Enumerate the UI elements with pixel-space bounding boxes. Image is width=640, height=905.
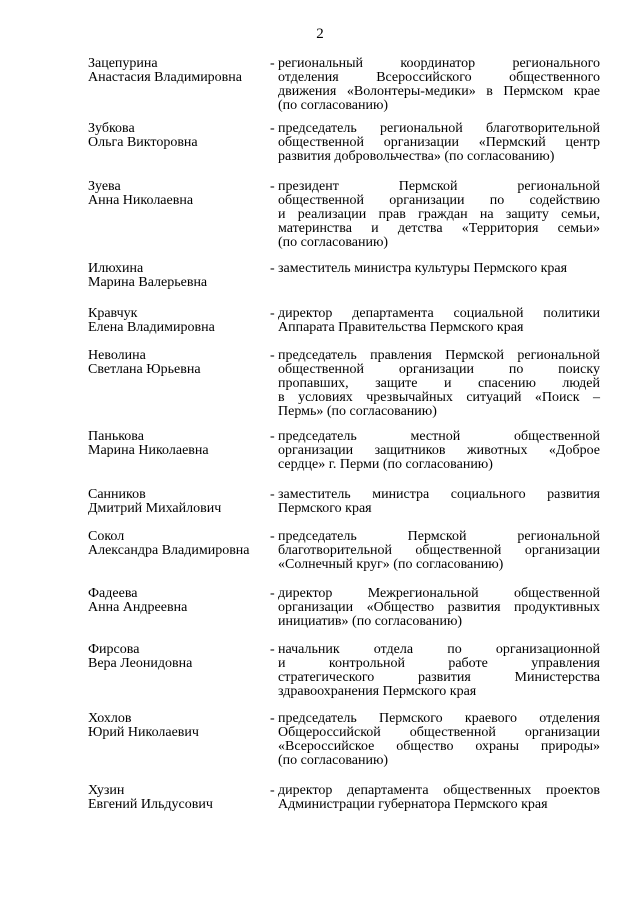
member-role: [278, 530, 600, 572]
page-number: 2: [316, 26, 324, 42]
member-role: [278, 180, 600, 250]
member-given-names: Елена Владимировна: [88, 320, 215, 335]
member-role: [278, 262, 600, 276]
member-dash: -: [270, 306, 275, 321]
member-role-line: президент Пермской региональной: [278, 179, 600, 194]
member-name: [88, 307, 268, 335]
member-role-line: стратегического развития Министерства: [278, 670, 600, 685]
member-role-line: материнства и детства «Территория семьи»: [278, 221, 600, 236]
member-surname: Хузин: [88, 783, 125, 798]
member-surname: Хохлов: [88, 711, 132, 726]
member-name: [88, 262, 268, 290]
member-role-line: «Солнечный круг» (по согласованию): [278, 557, 504, 572]
member-dash: -: [270, 642, 275, 657]
member-given-names: Анастасия Владимировна: [88, 70, 242, 85]
member-role: [278, 784, 600, 812]
member-surname: Фирсова: [88, 642, 140, 657]
member-surname: Зацепурина: [88, 56, 158, 71]
member-role-line: заместитель министра социального развития: [278, 487, 600, 502]
member-role-line: и контрольной работе управления: [278, 656, 600, 671]
member-given-names: Вера Леонидовна: [88, 656, 193, 671]
member-surname: Зуева: [88, 179, 121, 194]
member-role: [278, 57, 600, 113]
member-role-line: директор Межрегиональной общественной: [278, 586, 600, 601]
member-given-names: Анна Андреевна: [88, 600, 188, 615]
member-surname: Илюхина: [88, 261, 144, 276]
member-surname: Кравчук: [88, 306, 138, 321]
member-dash: -: [270, 711, 275, 726]
member-dash: -: [270, 487, 275, 502]
member-name: [88, 643, 268, 671]
member-name: [88, 488, 268, 516]
member-role-line: (по согласованию): [278, 98, 389, 113]
member-role-line: инициатив» (по согласованию): [278, 614, 463, 629]
member-role-line: в условиях чрезвычайных ситуаций «Поиск –: [278, 390, 600, 405]
member-surname: Фадеева: [88, 586, 138, 601]
member-name: [88, 784, 268, 812]
member-role-line: благотворительной общественной организации: [278, 543, 600, 558]
member-name: [88, 122, 268, 150]
member-role-line: движения «Волонтеры-медики» в Пермском крае: [278, 84, 600, 99]
member-role-line: Администрации губернатора Пермского края: [278, 797, 548, 812]
member-given-names: Светлана Юрьевна: [88, 362, 201, 377]
member-role-line: председатель региональной благотворительной: [278, 121, 600, 136]
member-role: [278, 587, 600, 629]
member-role-line: директор департамента общественных проектов: [278, 783, 600, 798]
member-name: [88, 57, 268, 85]
member-role-line: заместитель министра культуры Пермского края: [278, 261, 568, 276]
member-role-line: директор департамента социальной политики: [278, 306, 600, 321]
member-role-line: региональный координатор регионального: [278, 56, 600, 71]
member-dash: -: [270, 348, 275, 363]
member-name: [88, 349, 268, 377]
member-dash: -: [270, 56, 275, 71]
member-role-line: Пермского края: [278, 501, 372, 516]
member-role-line: сердце» г. Перми (по согласованию): [278, 457, 493, 472]
member-given-names: Александра Владимировна: [88, 543, 250, 558]
member-name: [88, 430, 268, 458]
member-role-line: пропавших, защите и спасению людей: [278, 376, 600, 391]
member-role: [278, 643, 600, 699]
member-surname: Зубкова: [88, 121, 135, 136]
member-role-line: отделения Всероссийского общественного: [278, 70, 600, 85]
member-given-names: Юрий Николаевич: [88, 725, 199, 740]
member-surname: Неволина: [88, 348, 146, 363]
member-role-line: председатель правления Пермской региональной: [278, 348, 600, 363]
member-dash: -: [270, 179, 275, 194]
member-given-names: Марина Николаевна: [88, 443, 209, 458]
member-name: [88, 530, 268, 558]
member-role-line: «Всероссийское общество охраны природы»: [278, 739, 600, 754]
member-role-line: организации защитников животных «Доброе: [278, 443, 600, 458]
member-given-names: Евгений Ильдусович: [88, 797, 213, 812]
member-role-line: развития добровольчества» (по согласованию): [278, 149, 555, 164]
member-name: [88, 587, 268, 615]
member-role-line: председатель местной общественной: [278, 429, 600, 444]
member-role-line: организации «Общество развития продуктивных: [278, 600, 600, 615]
member-surname: Сокол: [88, 529, 125, 544]
member-role-line: общественной организации по поиску: [278, 362, 600, 377]
member-dash: -: [270, 429, 275, 444]
member-dash: -: [270, 261, 275, 276]
member-role-line: общественной организации по содействию: [278, 193, 600, 208]
member-role: [278, 122, 600, 164]
member-role: [278, 430, 600, 472]
member-role-line: Аппарата Правительства Пермского края: [278, 320, 524, 335]
member-role-line: начальник отдела по организационной: [278, 642, 600, 657]
member-role: [278, 488, 600, 516]
member-role-line: (по согласованию): [278, 235, 389, 250]
member-name: [88, 712, 268, 740]
member-role-line: здравоохранения Пермского края: [278, 684, 477, 699]
member-role-line: Пермь» (по согласованию): [278, 404, 437, 419]
member-role: [278, 307, 600, 335]
member-dash: -: [270, 783, 275, 798]
member-dash: -: [270, 121, 275, 136]
member-given-names: Анна Николаевна: [88, 193, 194, 208]
member-surname: Панькова: [88, 429, 144, 444]
member-role-line: председатель Пермского краевого отделения: [278, 711, 600, 726]
member-name: [88, 180, 268, 208]
member-role: [278, 712, 600, 768]
member-role-line: (по согласованию): [278, 753, 389, 768]
member-role-line: и реализации прав граждан на защиту семьи,: [278, 207, 600, 222]
member-role: [278, 349, 600, 419]
member-dash: -: [270, 586, 275, 601]
member-role-line: общественной организации «Пермский центр: [278, 135, 600, 150]
member-given-names: Дмитрий Михайлович: [88, 501, 222, 516]
member-role-line: председатель Пермской региональной: [278, 529, 600, 544]
member-given-names: Ольга Викторовна: [88, 135, 198, 150]
member-role-line: Общероссийской общественной организации: [278, 725, 600, 740]
member-surname: Санников: [88, 487, 146, 502]
member-given-names: Марина Валерьевна: [88, 275, 208, 290]
member-dash: -: [270, 529, 275, 544]
